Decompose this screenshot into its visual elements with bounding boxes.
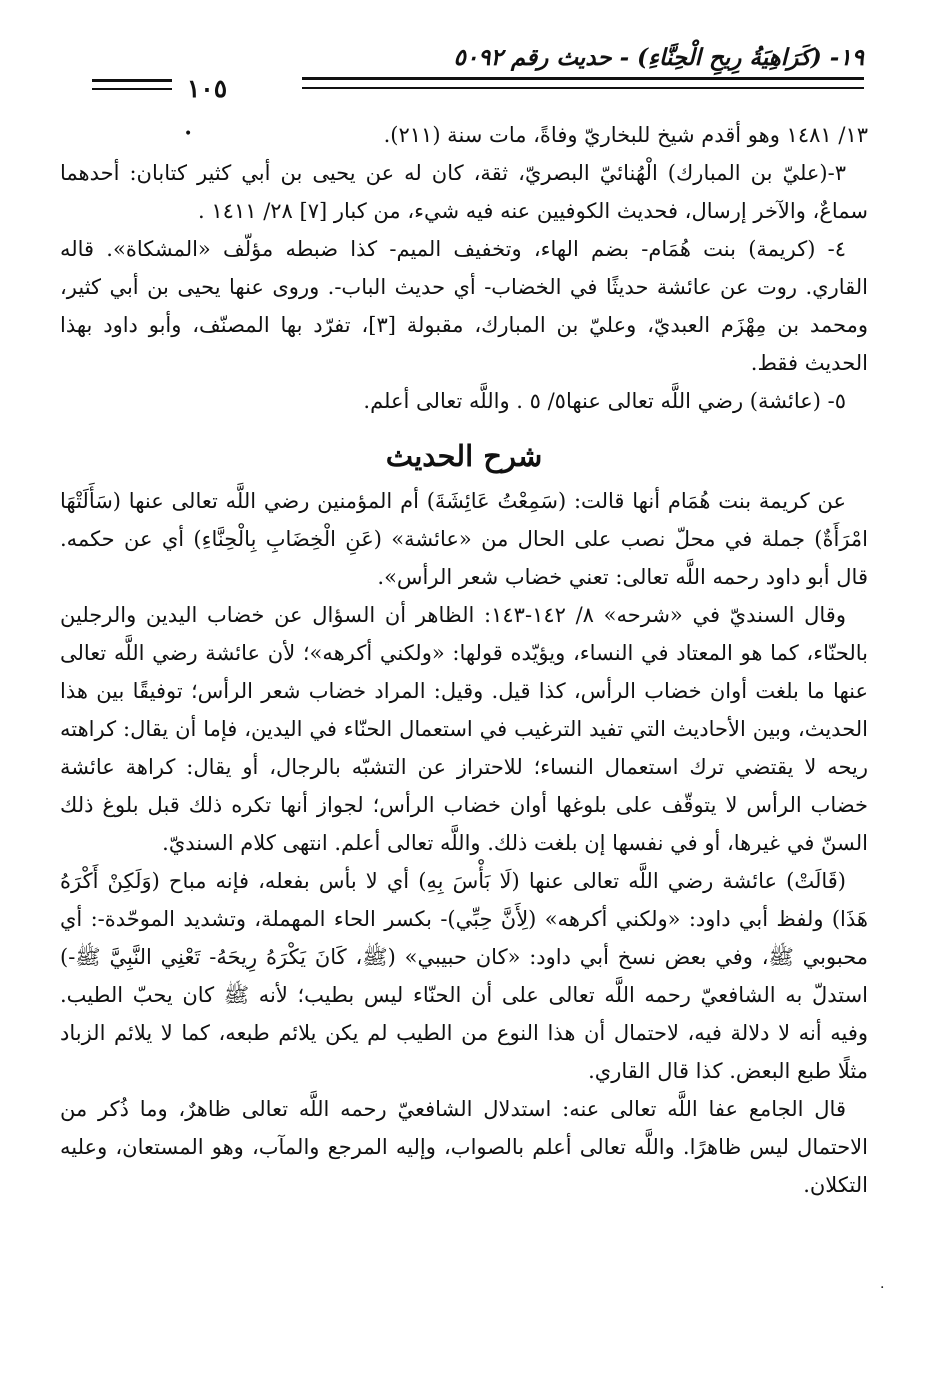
header-double-rule xyxy=(302,77,864,89)
section-heading: شرح الحديث xyxy=(385,439,543,473)
dot-mark: • xyxy=(184,126,193,142)
narrator-note-5: ٥- (عائشة) رضي اللَّه تعالى عنها٥/ ٥ . واللَّه تعالى أعلم. xyxy=(363,389,846,413)
explanation-paragraph-2: وقال السنديّ في «شرحه» ٨/ ١٤٢-١٤٣: الظاهر أن السؤال عن خضاب اليدين والرجلين بالحنّاء، كما هو المعتاد في النساء، ويؤيّده قولها: «ولكني أكرهه»؛ لأن عائشة رضي اللَّه تعالى عنها ما بلغت أوان خضاب الرأس، كذا قيل. وقيل: المراد خضاب شعر الرأس؛ توفيقًا بين هذا الحديث، وبين الأحاديث التي تفيد الترغيب في استعمال الحنّاء في اليدين، فإما أن يقال: كراهته ريحه لا يقتضي ترك استعمال النساء؛ للاحتراز عن التشبّه بالرجال، أو يقال: كراهة عائشة خضاب الرأس لا يتوقّف على بلوغها أوان خضاب الرأس؛ لجواز أنها تكره ذلك قبل بلوغ ذلك السنّ في غيرها، أو في نفسها إن بلغت ذلك. واللَّه تعالى أعلم. انتهى كلام السنديّ. xyxy=(60,603,868,855)
narrator-note-4: ٤- (كريمة) بنت هُمَام- بضم الهاء، وتخفيف الميم- كذا ضبطه مؤلّف «المشكاة». قاله القاري. روت عن عائشة حديثًا في الخضاب- أي حديث الباب-. وروى عنها يحيى بن أبي كثير، ومحمد بن مِهْزَم العبديّ، وعليّ بن المبارك، مقبولة [٣]، تفرّد بها المصنّف، وأبو داود بهذا الحديث فقط. xyxy=(60,237,868,375)
explanation-paragraph-4: قال الجامع عفا اللَّه تعالى عنه: استدلال الشافعيّ رحمه اللَّه تعالى ظاهرٌ، وما ذُكر من الاحتمال ليس ظاهرًا. واللَّه تعالى أعلم بالصواب، وإليه المرجع والمآب، وهو المستعان، وعليه التكلان. xyxy=(60,1097,868,1197)
explanation-paragraph-3: (قَالَتْ) عائشة رضي اللَّه تعالى عنها (لَا بَأْسَ بِهِ) أي لا بأس بفعله، فإنه مباح (وَلَكِنْ أَكْرَهُ هَذَا) ولفظ أبي داود: «ولكني أكرهه» (لِأَنَّ حِبِّي)- بكسر الحاء المهملة، وتشديد الموحّدة-: أي محبوبي ﷺ، وفي بعض نسخ أبي داود: «كان حبيبي» (ﷺ، كَانَ يَكْرَهُ رِيحَهُ- تَعْنِي النَّبِيَّ ﷺ-) استدلّ به الشافعيّ رحمه اللَّه تعالى على أن الحنّاء ليس بطيب؛ لأنه ﷺ كان يحبّ الطيب. وفيه أنه لا دلالة فيه، لاحتمال أن هذا النوع من الطيب لم يكن يلائم طبعه، كما لا يلائم الزباد مثلًا طبع البعض. كذا قال القاري. xyxy=(60,869,868,1083)
margin-mark: · xyxy=(880,1280,885,1296)
page-header xyxy=(92,44,864,103)
page-body xyxy=(60,116,868,1204)
narrator-note-2-continued: ١٣/ ١٤٨١ وهو أقدم شيخ للبخاريّ وفاةً، مات سنة (٢١١). xyxy=(383,123,868,147)
explanation-paragraph-1: عن كريمة بنت هُمَام أنها قالت: (سَمِعْتُ عَائِشَةَ) أم المؤمنين رضي اللَّه تعالى عنها (سَأَلَتْهَا امْرَأَةٌ) جملة في محلّ نصب على الحال من «عائشة» (عَنِ الْخِضَابِ بِالْحِنَّاءِ) أي عن حكمه. قال أبو داود رحمه اللَّه تعالى: تعني خضاب شعر الرأس». xyxy=(60,489,868,589)
narrator-note-3: ٣-(عليّ بن المبارك) الْهُنائيّ البصريّ، ثقة، كان له عن يحيى بن أبي كثير كتابان: أحدهما سماعٌ، والآخر إرسال، فحديث الكوفيين عنه فيه شيء، من كبار [٧] ٢٨/ ١٤١١ . xyxy=(60,161,868,223)
page-number: ١٠٥ xyxy=(172,74,242,103)
running-title: ١٩- (كَرَاهِيَةُ رِيحِ الْحِنَّاءِ) - حديث رقم ٥٠٩٢ xyxy=(453,44,864,71)
page-number-rule xyxy=(92,79,172,90)
